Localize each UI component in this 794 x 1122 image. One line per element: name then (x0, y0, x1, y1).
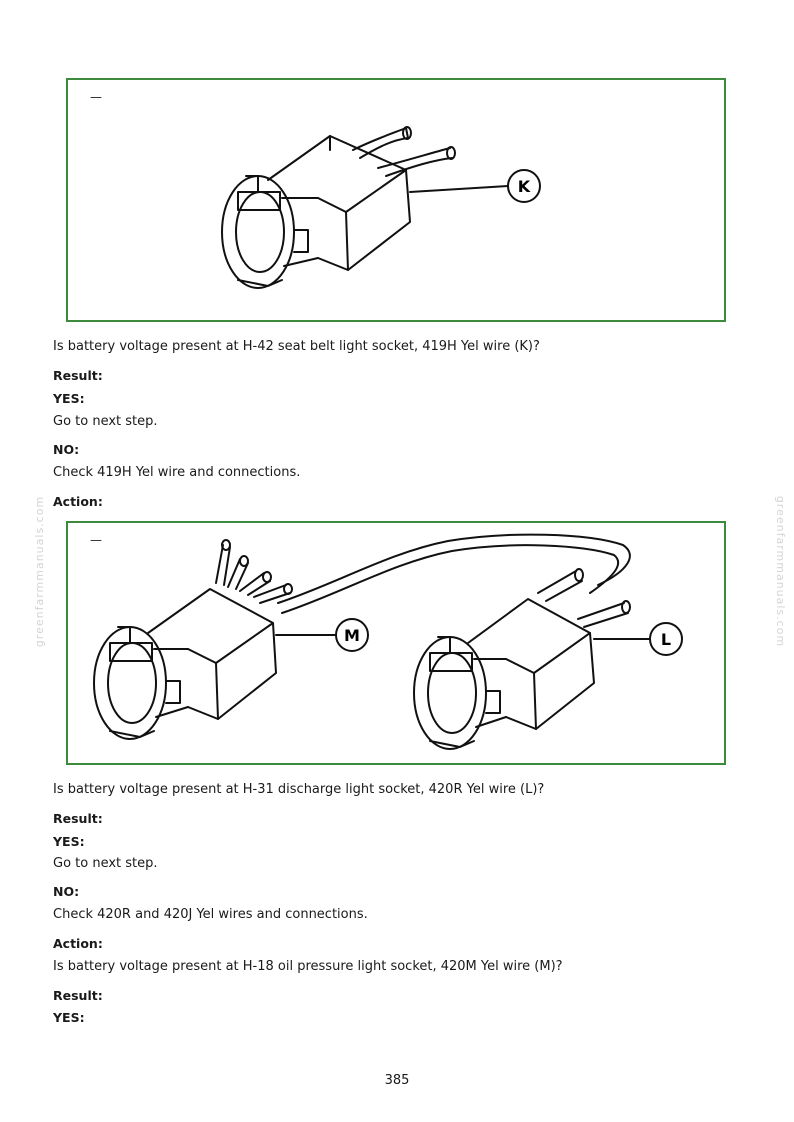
figure-dash: — (90, 533, 102, 547)
socket-illustration-k (68, 80, 724, 320)
question-seat-belt: Is battery voltage present at H-42 seat belt light socket, 419H Yel wire (K)? (53, 339, 540, 354)
yes-label: YES: (53, 1010, 85, 1025)
callout-m: M (344, 626, 360, 645)
figure-dash: — (90, 90, 102, 104)
socket-illustration-m-l (68, 523, 724, 763)
result-label: Result: (53, 811, 103, 826)
yes-label: YES: (53, 391, 85, 406)
callout-k: K (517, 177, 531, 196)
yes-text: Go to next step. (53, 856, 158, 871)
no-text: Check 419H Yel wire and connections. (53, 465, 301, 480)
question-discharge: Is battery voltage present at H-31 discharge light socket, 420R Yel wire (L)? (53, 782, 545, 797)
action-label: Action: (53, 494, 103, 509)
no-text: Check 420R and 420J Yel wires and connections. (53, 907, 368, 922)
result-label: Result: (53, 988, 103, 1003)
result-label: Result: (53, 368, 103, 383)
watermark-left: greenfarmmanuals.com (33, 495, 47, 648)
callout-l: L (660, 630, 672, 649)
yes-label: YES: (53, 834, 85, 849)
page-number: 385 (384, 1073, 410, 1088)
no-label: NO: (53, 884, 80, 899)
watermark-right: greenfarmmanuals.com (774, 495, 788, 648)
action-label: Action: (53, 936, 103, 951)
figure-discharge-oil-sockets (66, 521, 726, 765)
no-label: NO: (53, 442, 80, 457)
figure-seat-belt-socket (66, 78, 726, 322)
yes-text: Go to next step. (53, 414, 158, 429)
question-oil-pressure: Is battery voltage present at H-18 oil pressure light socket, 420M Yel wire (M)? (53, 959, 563, 974)
